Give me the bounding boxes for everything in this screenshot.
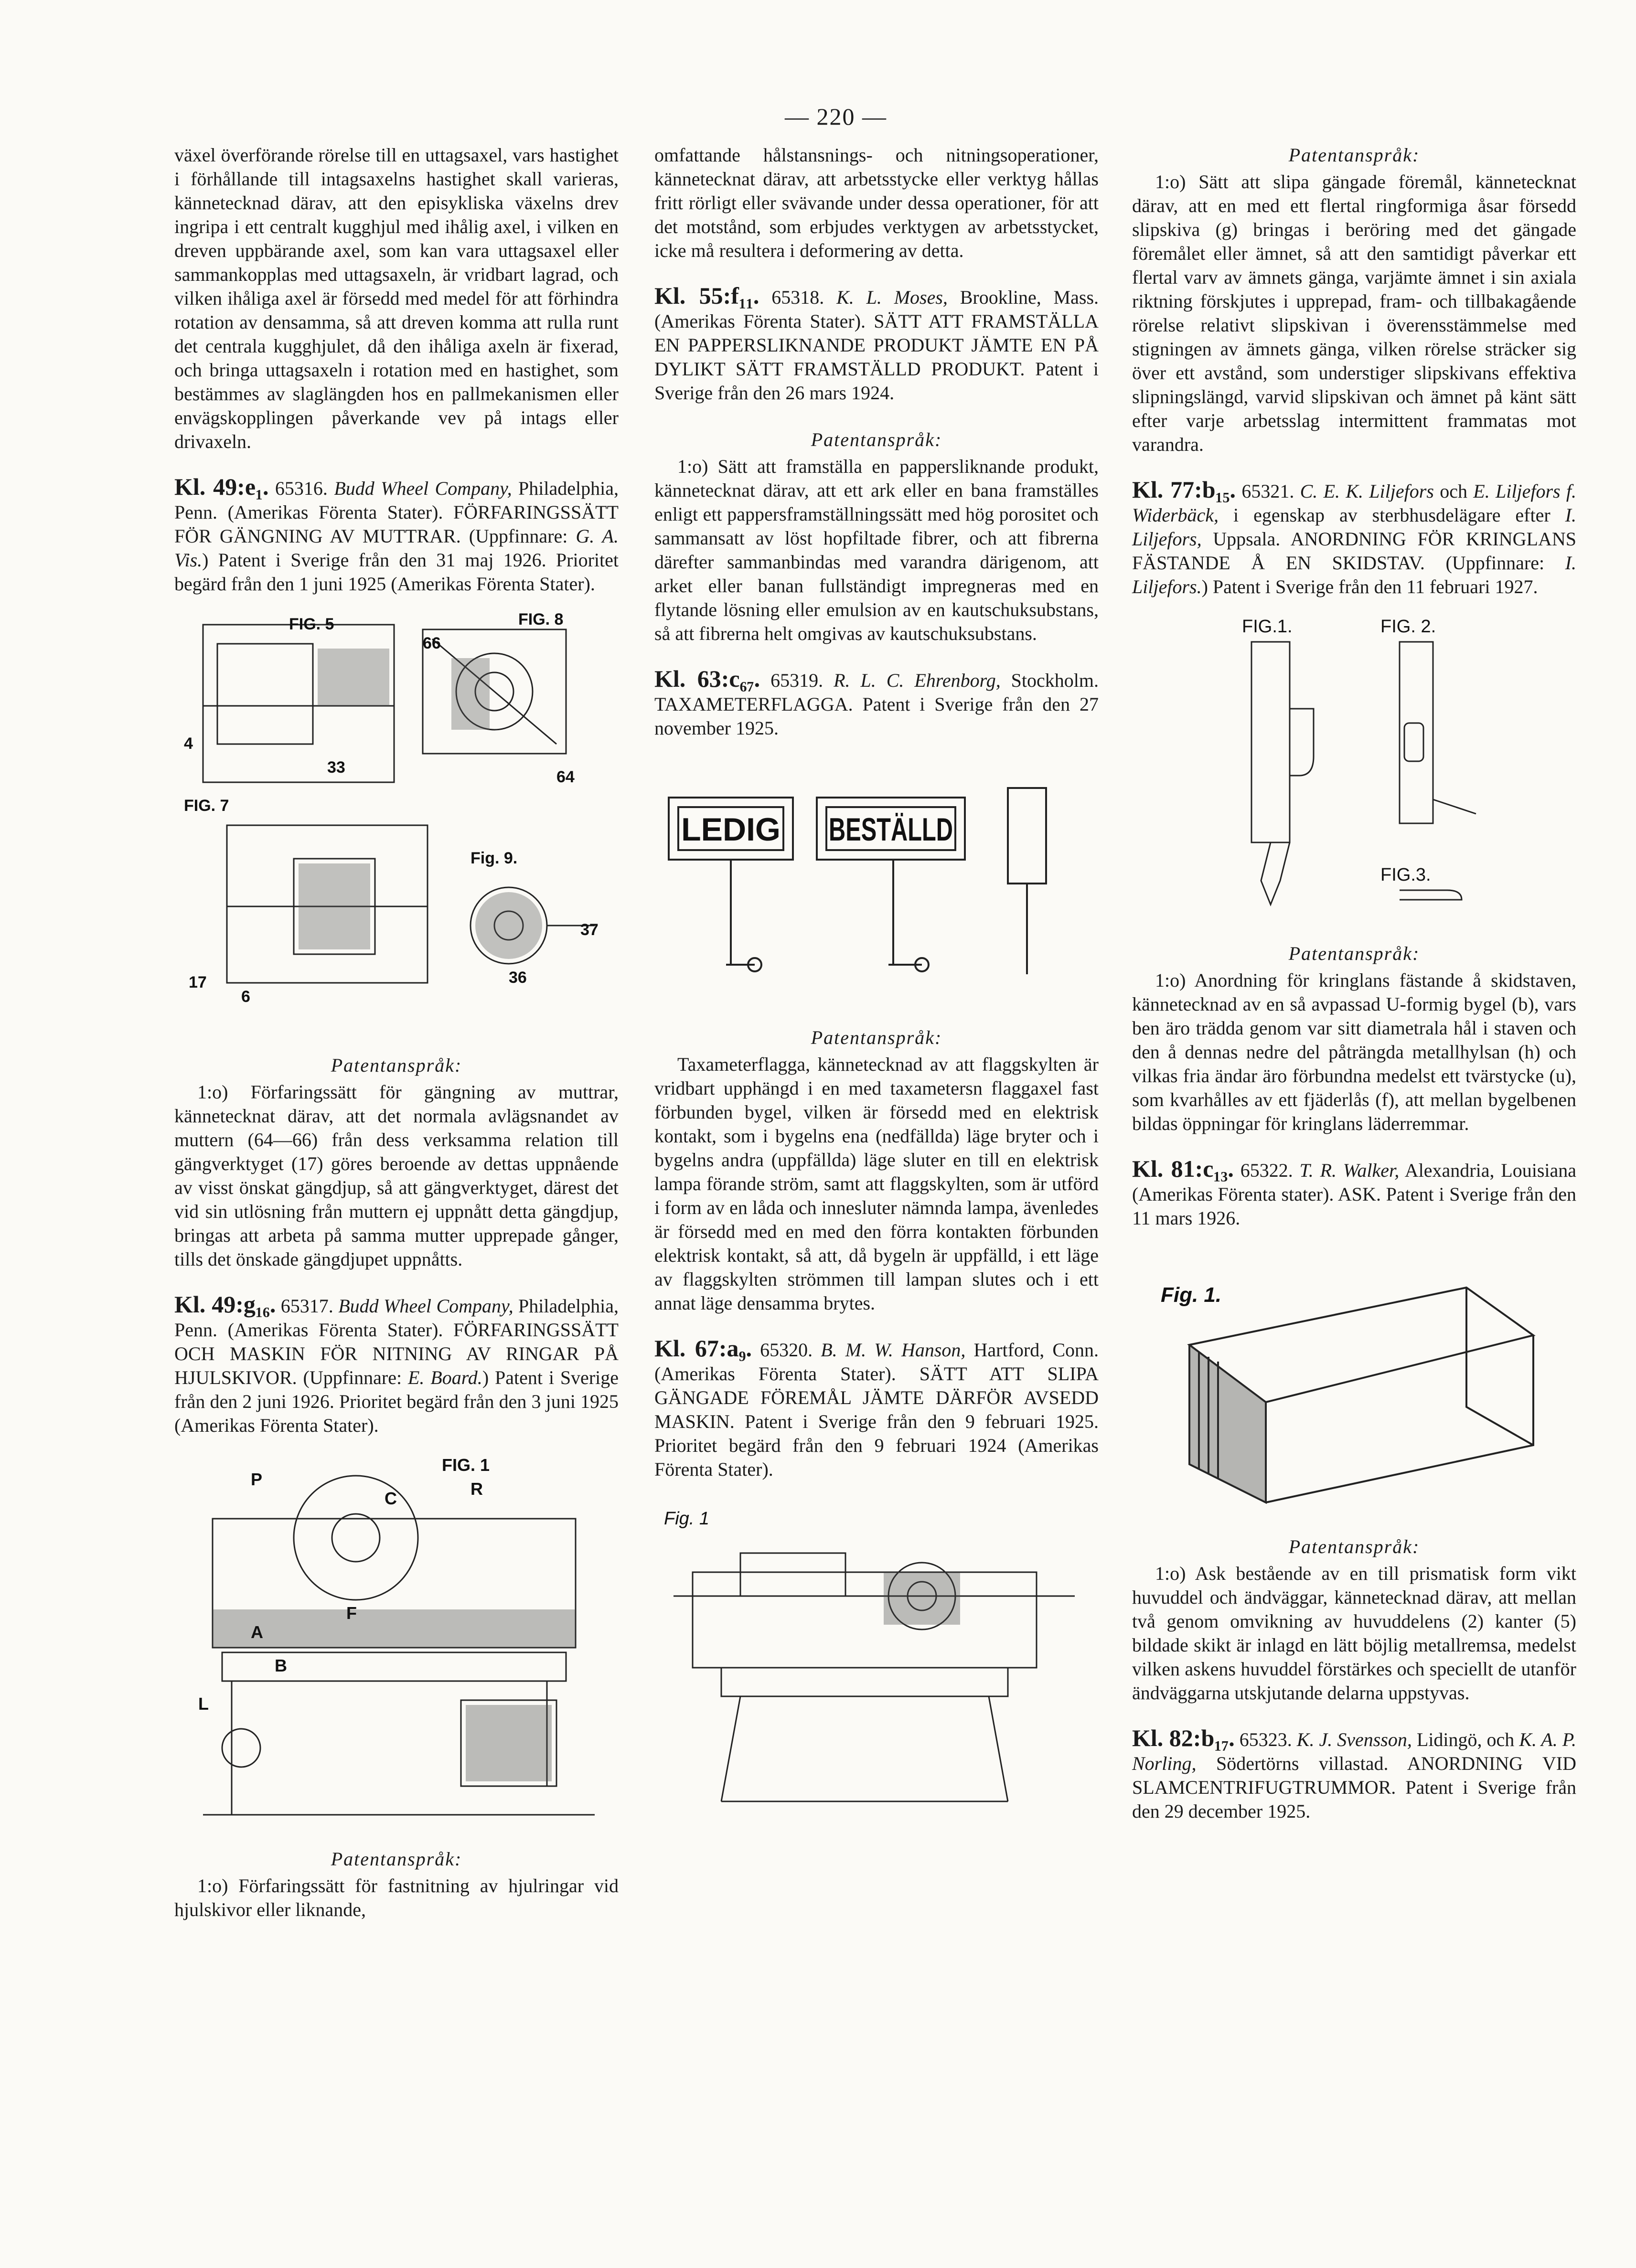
figure-nut-threading	[174, 610, 619, 1031]
page-number: — 220 —	[785, 103, 887, 130]
svg-text:33: 33	[327, 758, 345, 777]
applicant: K. A. P. Norling,	[1132, 1729, 1577, 1774]
figure-label: FIG. 7	[184, 797, 229, 815]
inventor: G. A. Vis.	[174, 525, 619, 571]
applicant: T. R. Walker,	[1299, 1160, 1400, 1181]
figure-label: Fig. 9.	[470, 849, 518, 867]
svg-text:64: 64	[556, 768, 575, 786]
class-sub: f₁₁.	[731, 282, 759, 309]
claim-text: Taxameterflagga, kännetecknad av att flaggskylten är vridbart upphängd i en med taxametersn flaggaxel fast förbunden bygel, vilken är försedd med en elektrisk kontakt, som i bygelns ena (nedfällda) läge bryter och i bygelns andra (uppfällda) läge sluter en till en elektrisk lampa förande ström, samt att flaggskylten, som är utförd i form av en låda och innesluter nämnda lampa, ävenledes är försedd med en med den förra kontakten förbunden elektrisk kontakt, så att, då bygeln är uppfälld, i ett läge av flaggskylten strömmen till lampan slutes och i ett annat läge densamma brytes.	[654, 1054, 1099, 1314]
paragraph: omfattande hålstansnings- och nitningsoperationer, kännetecknat därav, att arbetsstycke eller verktyg hållas fritt rörligt eller svävande under dessa operationer, för att det motstånd, som erbjudes verktygen av arbetsstycket, icke må resultera i deformering av detta.	[654, 144, 1099, 261]
claims-heading: Patentanspråk:	[811, 429, 942, 450]
patent-entry-65319: Kl. 63:c₆₇. 65319. R. L. C. Ehrenborg, Stockholm. TAXAMETERFLAGGA. Patent i Sverige från den 27 november 1925.	[654, 665, 1099, 739]
claim-text: 1:o) Ask bestående av en till prismatisk form vikt huvuddel och ändväggar, kännetecknad därav, att mellan två genom omvikning av huvuddelens (2) kanter (5) bildade skikt är inlagd en lätt böjlig metallremsa, medelst vilken askens huvuddel förstärkes och speciellt de utanför ändväggarna utskjutande delarna uppstyvas.	[1132, 1563, 1576, 1704]
applicant: R. L. C. Ehrenborg,	[834, 670, 1001, 691]
svg-text:L: L	[198, 1694, 209, 1714]
figure-label: FIG. 2.	[1380, 617, 1436, 637]
sign-bestalld: BESTÄLLD	[829, 811, 953, 848]
figure-riveting-machine	[174, 1452, 619, 1824]
class-label: Kl. 77:	[1132, 476, 1202, 503]
patent-entry-65318: Kl. 55:f₁₁. 65318. K. L. Moses, Brookline, Mass. (Amerikas Förenta Stater). SÄTT ATT FRAMSTÄLLA EN PAPPERSLIKNANDE PRODUKT JÄMTE EN PÅ DYLIKT SÄTT FRAMSTÄLLD PRODUKT. Patent i Sverige från den 26 mars 1924.	[654, 282, 1099, 404]
class-label: Kl. 63:	[654, 665, 729, 692]
class-sub: g₁₆.	[243, 1291, 276, 1318]
applicant: K. L. Moses,	[836, 287, 948, 308]
class-label: Kl. 81:	[1132, 1155, 1203, 1182]
claims-heading: Patentanspråk:	[331, 1054, 462, 1076]
applicant: Budd Wheel Company,	[334, 478, 512, 499]
deceased: I. Liljefors,	[1132, 504, 1576, 550]
figure-ski-pole	[1132, 613, 1576, 919]
class-sub: b₁₇.	[1201, 1725, 1235, 1751]
applicant: Budd Wheel Company,	[338, 1295, 513, 1317]
svg-text:66: 66	[423, 634, 441, 652]
column-right	[1132, 143, 1576, 1823]
svg-text:A: A	[251, 1622, 263, 1642]
class-sub: e₁.	[245, 473, 269, 500]
claims-heading: Patentanspråk:	[1288, 1536, 1420, 1557]
class-label: Kl. 55:	[654, 282, 731, 309]
svg-text:37: 37	[580, 921, 599, 939]
svg-text:6: 6	[241, 988, 250, 1006]
class-sub: c₁₃.	[1203, 1155, 1234, 1182]
svg-text:R: R	[470, 1479, 483, 1499]
svg-text:36: 36	[509, 969, 527, 987]
figure-label: FIG. 5	[289, 615, 334, 633]
svg-text:4: 4	[184, 735, 193, 753]
patent-entry-65322: Kl. 81:c₁₃. 65322. T. R. Walker, Alexandria, Louisiana (Amerikas Förenta stater). ASK. Patent i Sverige från den 11 mars 1926.	[1132, 1155, 1577, 1229]
patent-entry-65316: Kl. 49:e₁. 65316. Budd Wheel Company, Philadelphia, Penn. (Amerikas Förenta Stater). FÖRFARINGSSÄTT FÖR GÄNGNING AV MUTTRAR. (Uppfinnare: G. A. Vis.) Patent i Sverige från den 31 maj 1926. Prioritet begärd från den 1 juni 1925 (Amerikas Förenta Stater).	[174, 473, 619, 595]
applicant: K. J. Svensson,	[1296, 1729, 1412, 1750]
claim-text: 1:o) Sätt att framställa en pappersliknande produkt, kännetecknat därav, att ett ark eller en bana framställes enligt ett pappersframställningssätt med hög porositet och sammansatt av löst hopfiltade fibrer, och att fibrerna därefter sammanbindas med varandra därigenom, att arket eller banan fullständigt impregneras med en flytande lösning eller emulsion av en kautschuksubstans, så att fibrerna helt omgivas av kautschuksubstans.	[654, 456, 1099, 644]
figure-label: Fig. 1.	[1161, 1283, 1222, 1307]
sign-ledig: LEDIG	[681, 811, 781, 848]
applicant: B. M. W. Hanson,	[821, 1339, 966, 1361]
claim-text: 1:o) Anordning för kringlans fästande å skidstaven, kännetecknad av en så avpassad U-formig bygel (b), vars ben äro trädda genom var sitt diametrala hål i staven och den å dennas nedre del påträngda metallhylsan (h) och vilkas fria ändar äro förbundna medelst ett tvärstycke (u), som kvarhålles av ett fjäderlås (f), att mellan bygelbenen bildas öppningar för kringlans läderremmar.	[1132, 969, 1576, 1134]
patent-entry-65323: Kl. 82:b₁₇. 65323. K. J. Svensson, Lidingö, och K. A. P. Norling, Södertörns villastad. ANORDNING VID SLAMCENTRIFUGTRUMMOR. Patent i Sverige från den 29 december 1925.	[1132, 1725, 1577, 1822]
class-sub: c₆₇.	[729, 665, 760, 692]
column-middle	[654, 143, 1099, 1825]
class-label: Kl. 49:	[174, 1291, 244, 1318]
applicant: E. Liljefors f. Widerbäck,	[1132, 480, 1576, 526]
applicant: C. E. K. Liljefors	[1300, 480, 1434, 502]
figure-taximeter-flag	[654, 755, 1099, 1003]
svg-text:17: 17	[189, 973, 207, 991]
class-label: Kl. 82:	[1132, 1725, 1201, 1751]
claims-heading: Patentanspråk:	[811, 1027, 942, 1048]
claim-text: 1:o) Sätt att slipa gängade föremål, kännetecknat därav, att en med ett flertal ringformiga åsar försedd slipskiva (g) bringas i beröring med det gängade föremålet eller ämnet, så att den samtidigt påverkar ett flertal varv av ämnets gänga, varjämte ämnet i sin axiala riktning förskjutes i upprepad, fram- och tillbakagående rörelse relativt slipskivan i överensstämmelse med stigningen av ämnets gänga, vilken rörelse sträcker sig över ett avstånd, som understiger slipskivans effektiva slipningslängd, varvid slipskivan och ämnet på känt sätt efter varje arbetsslag intermittent frammatas mot varandra.	[1132, 171, 1576, 455]
paragraph: växel överförande rörelse till en uttagsaxel, vars hastighet i förhållande till intagsaxelns hastighet skall varieras, kännetecknad därav, att den episykliska växelns drev ingripa i ett centralt kugghjul med ihålig axel, i vilken en dreven uppbärande axel, som kan vara uttagsaxel eller sammankopplas med uttagsaxeln, är vridbart lagrad, och vilken ihåliga axel är försedd med medel för att förhindra rotation av densamma, så att dreven komma att rulla runt det centrala kugghjulet, då den ihåliga axeln är fixerad, och bringa uttagsaxeln i rotation med en hastighet, som bestämmes av slaglängden hos en pallmekanismen eller envägskopplingen påverkande vev på intags eller drivaxeln.	[174, 144, 619, 452]
claims-heading: Patentanspråk:	[1288, 144, 1420, 166]
svg-text:F: F	[346, 1603, 357, 1623]
figure-grinding-machine	[654, 1496, 1099, 1811]
claims-heading: Patentanspråk:	[1288, 943, 1420, 964]
svg-text:P: P	[251, 1469, 263, 1489]
figure-label: FIG. 1	[442, 1455, 490, 1475]
figure-label: FIG. 8	[518, 610, 564, 628]
figure-label: FIG.3.	[1380, 865, 1431, 885]
patent-entry-65320: Kl. 67:a₉. 65320. B. M. W. Hanson, Hartford, Conn. (Amerikas Förenta Stater). SÄTT ATT SLIPA GÄNGADE FÖREMÅL JÄMTE DÄRFÖR AVSEDD MASKIN. Patent i Sverige från den 9 februari 1925. Prioritet begärd från den 9 februari 1924 (Amerikas Förenta Stater).	[654, 1335, 1099, 1480]
class-label: Kl. 67:	[654, 1335, 727, 1362]
claims-heading: Patentanspråk:	[331, 1848, 462, 1870]
class-sub: b₁₅.	[1202, 476, 1236, 503]
patent-entry-65321: Kl. 77:b₁₅. 65321. C. E. K. Liljefors och E. Liljefors f. Widerbäck, i egenskap av sterbhusdelägare efter I. Liljefors, Uppsala. ANORDNING FÖR KRINGLANS FÄSTANDE Å EN SKIDSTAV. (Uppfinnare: I. Liljefors.) Patent i Sverige från den 11 februari 1927.	[1132, 476, 1576, 597]
inventor: E. Board.	[408, 1367, 482, 1388]
figure-label: FIG.1.	[1242, 617, 1293, 637]
figure-label: Fig. 1	[664, 1509, 710, 1529]
patent-entry-65317: Kl. 49:g₁₆. 65317. Budd Wheel Company, Philadelphia, Penn. (Amerikas Förenta Stater). FÖRFARINGSSÄTT OCH MASKIN FÖR NITNING AV RINGAR PÅ HJULSKIVOR. (Uppfinnare: E. Board.) Patent i Sverige från den 2 juni 1926. Prioritet begärd från den 3 juni 1925 (Amerikas Förenta Stater).	[174, 1291, 619, 1436]
claim-text: 1:o) Förfaringssätt för fastnitning av hjulringar vid hjulskivor eller liknande,	[174, 1875, 619, 1920]
class-sub: a₉.	[727, 1335, 752, 1362]
figure-box	[1132, 1245, 1576, 1512]
svg-text:C: C	[385, 1489, 397, 1508]
inventor: I. Liljefors.	[1132, 552, 1576, 597]
class-label: Kl. 49:	[174, 473, 245, 500]
column-left	[174, 143, 619, 1922]
svg-text:B: B	[275, 1656, 287, 1675]
claim-text: 1:o) Förfaringssätt för gängning av muttrar, kännetecknat därav, att det normala avlägsnandet av muttern (64—66) från dess verksamma relation till gängverktyget (17) göres beroende av dettas uppnående av visst önskat gängdjup, så att gängverktyget, därest det vid sin utlösning från muttern ej uppnått detta gängdjup, bringas att arbeta på samma mutter upprepade gånger, tills det önskade gängdjupet uppnåtts.	[174, 1081, 619, 1270]
